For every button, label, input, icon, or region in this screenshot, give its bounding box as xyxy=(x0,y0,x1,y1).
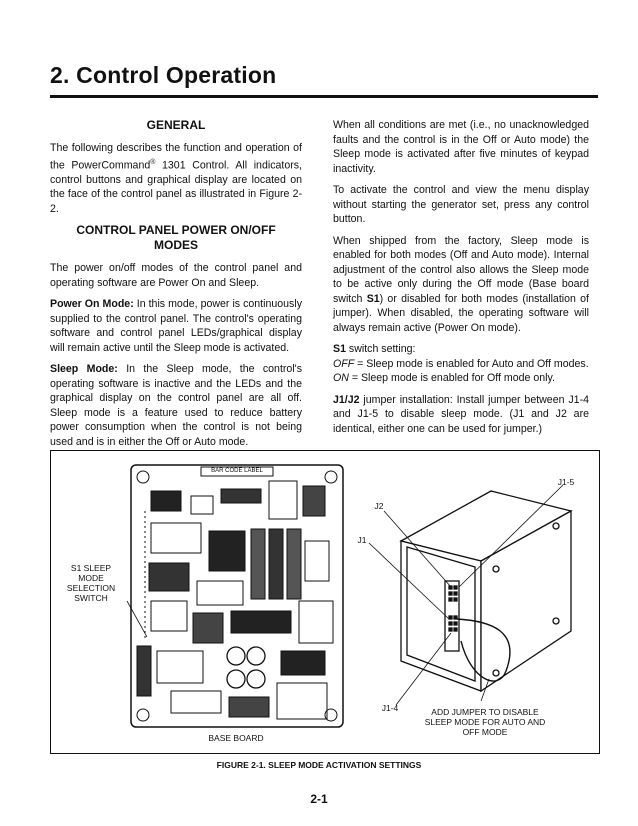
general-paragraph xyxy=(50,141,302,216)
jumper-callout: ADD JUMPER TO DISABLE SLEEP MODE FOR AUTO AND OFF MODE xyxy=(421,707,549,737)
off-setting xyxy=(333,357,589,372)
left-column xyxy=(50,118,302,456)
figure-box xyxy=(50,450,600,754)
control-enclosure xyxy=(401,491,571,691)
general-text-b: 1301 Control. All indicators, control buttons and graphical display are located on the face of the control panel as illustrated in Figure 2-2. xyxy=(50,159,302,215)
j2-label: J2 xyxy=(374,501,384,511)
sleep-label: Sleep Mode: xyxy=(50,363,118,376)
on-label: ON xyxy=(333,372,349,384)
s1-callout: S1 SLEEP MODE SELECTION SWITCH xyxy=(61,563,121,603)
power-on-text: In this mode, power is continuously supplied to the control panel. The control's operating software and control panel LEDs/graphical display will remain active until the Sleep mode is activated. xyxy=(50,298,302,354)
base-board-drawing xyxy=(131,465,343,727)
registered-mark: ® xyxy=(150,158,156,166)
s1-label: S1 xyxy=(333,343,346,355)
jumper-label: J1/J2 xyxy=(333,393,360,406)
mount-hole-tl xyxy=(137,471,149,483)
s1-leader xyxy=(127,601,147,637)
mount-hole-tr xyxy=(325,471,337,483)
jumper-text: jumper installation: Install jumper between J1-4 and J1-5 to disable sleep mode. (J1 and J2 are identical, either one can be used for jumper.) xyxy=(333,393,589,435)
base-board-label: BASE BOARD xyxy=(191,733,281,743)
right-paragraph-3 xyxy=(333,234,589,336)
j1-5-label: J1-5 xyxy=(557,477,575,487)
right-paragraph-2: To activate the control and view the menu display without starting the generator set, press any control button. xyxy=(333,184,589,225)
right-paragraph-1: When all conditions are met (i.e., no unacknowledged faults and the control is in the Off or Auto mode) the Sleep mode is activated after five minutes of keypad inactivity. xyxy=(333,119,589,175)
figure-caption: FIGURE 2-1. SLEEP MODE ACTIVATION SETTINGS xyxy=(216,760,422,770)
general-heading: GENERAL xyxy=(146,118,206,132)
j1-4-label: J1-4 xyxy=(381,703,399,713)
page-number: 2-1 xyxy=(310,792,328,806)
p3-text-b: ) or disabled for both modes (installation of jumper). When disabled, the operating software will always remain active (Power On mode). xyxy=(333,292,589,334)
general-text-a: The following describes the function and operation of the PowerCommand xyxy=(50,142,302,172)
power-modes-heading: CONTROL PANEL POWER ON/OFF MODES xyxy=(76,223,276,253)
on-text: = Sleep mode is enabled for Off mode only. xyxy=(348,372,555,384)
page-title: 2. Control Operation xyxy=(50,62,277,88)
p3-s1: S1 xyxy=(366,292,380,305)
bar-code-label: BAR CODE LABEL xyxy=(211,468,263,474)
jumper-paragraph xyxy=(333,393,589,437)
title-rule xyxy=(50,95,598,98)
power-modes-paragraph: The power on/off modes of the control panel and operating software are Power On and Sleep. xyxy=(50,262,302,289)
mount-hole-bl xyxy=(137,709,149,721)
sleep-text: In the Sleep mode, the control's operating software is inactive and the LEDs and the graphical display on the control panel are all off. Sleep mode is a feature used to reduce battery power consumption when the control is not being used and is in either the Off or Auto mode. xyxy=(50,363,302,448)
off-label: OFF xyxy=(333,357,355,370)
on-setting xyxy=(333,371,589,386)
p3-text-a: When shipped from the factory, Sleep mode is enabled for both modes (Off and Auto mode). Internal adjustment of the control also allows the Sleep mode to be active only during the Off mode (Base board switch xyxy=(333,234,589,305)
power-on-paragraph xyxy=(50,297,302,355)
sleep-paragraph xyxy=(50,362,302,449)
power-on-label: Power On Mode: xyxy=(50,298,134,311)
off-text: = Sleep mode is enabled for Auto and Off modes. xyxy=(354,357,589,370)
j1-label: J1 xyxy=(357,535,367,545)
s1-setting-heading xyxy=(333,342,589,357)
s1-text: switch setting: xyxy=(345,343,416,355)
right-column xyxy=(333,118,589,443)
